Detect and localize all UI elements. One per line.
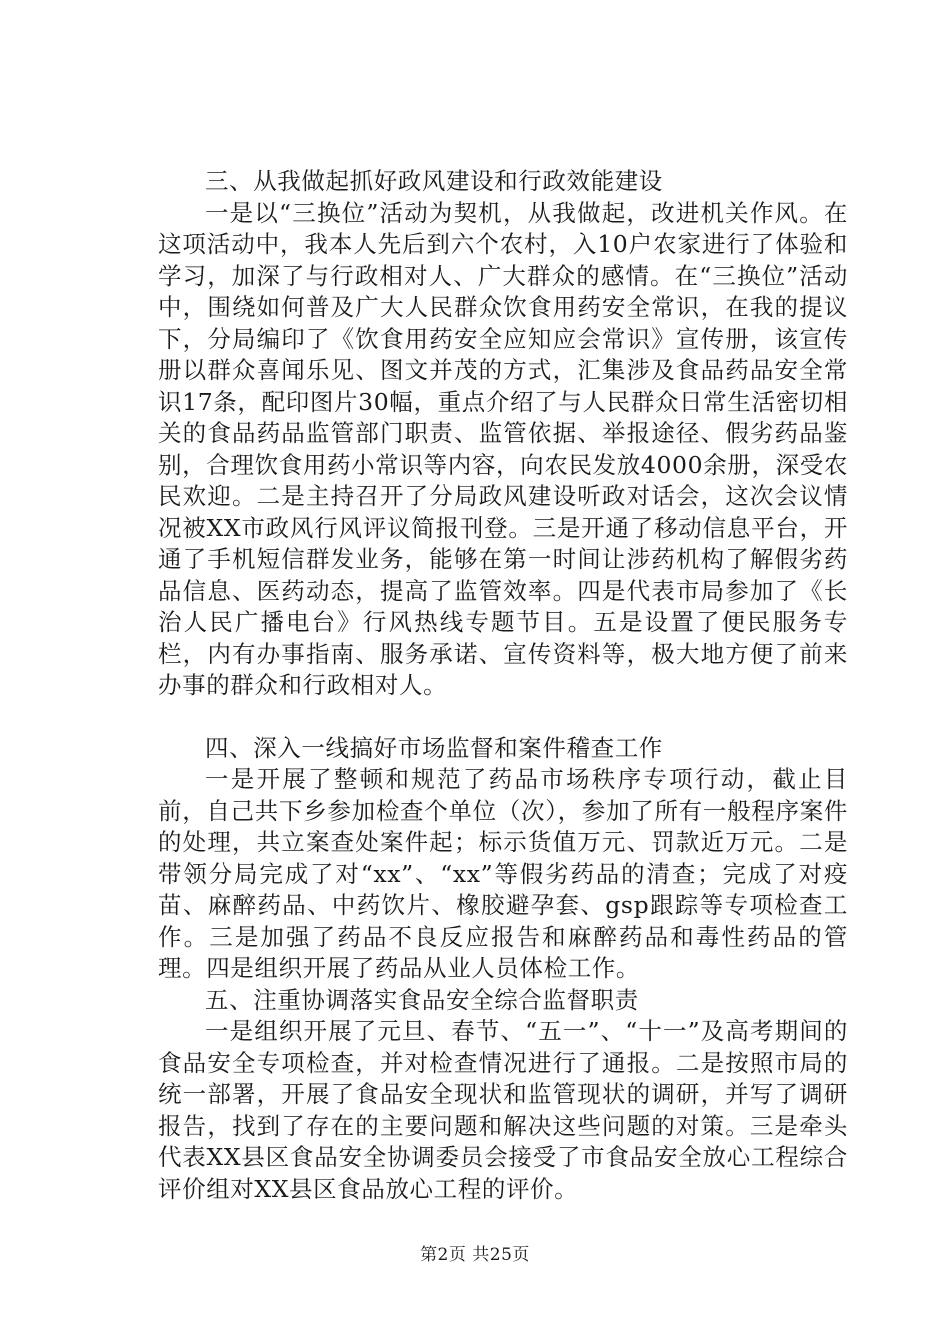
section-paragraph-4: 一是开展了整顿和规范了药品市场秩序专项行动，截止目前，自己共下乡参加检查个单位（次），参加了所有一般程序案件的处理，共立案查处案件起；标示货值万元、罚款近万元。二是带领分局完成了对“xx”、“xx”等假劣药品的清查；完成了对疫苗、麻醉药品、中药饮片、橡胶避孕套、gsp跟踪等专项检查工作。三是加强了药品不良反应报告和麻醉药品和毒性药品的管理。四是组织开展了药品从业人员体检工作。	[158, 765, 848, 982]
section-paragraph-3: 一是以“三换位”活动为契机，从我做起，改进机关作风。在这项活动中，我本人先后到六个农村，入10户农家进行了体验和学习，加深了与行政相对人、广大群众的感情。在“三换位”活动中，围绕如何普及广大人民群众饮食用药安全常识，在我的提议下，分局编印了《饮食用药安全应知应会常识》宣传册，该宣传册以群众喜闻乐见、图文并茂的方式，汇集涉及食品药品安全常识17条，配印图片30幅，重点介绍了与人民群众日常生活密切相关的食品药品监管部门职责、监管依据、举报途径、假劣药品鉴别，合理饮食用药小常识等内容，向农民发放4000余册，深受农民欢迎。二是主持召开了分局政风建设听政对话会，这次会议情况被XX市政风行风评议简报刊登。三是开通了移动信息平台，开通了手机短信群发业务，能够在第一时间让涉药机构了解假劣药品信息、医药动态，提高了监管效率。四是代表市局参加了《长治人民广播电台》行风热线专题节目。五是设置了便民服务专栏，内有办事指南、服务承诺、宣传资料等，极大地方便了前来办事的群众和行政相对人。	[158, 198, 848, 699]
document-body	[158, 166, 848, 1205]
section-paragraph-5: 一是组织开展了元旦、春节、“五一”、“十一”及高考期间的食品安全专项检查，并对检查情况进行了通报。二是按照市局的统一部署，开展了食品安全现状和监管现状的调研，并写了调研报告，找到了存在的主要问题和解决这些问题的对策。三是牵头代表XX县区食品安全协调委员会接受了市食品安全放心工程综合评价组对XX县区食品放心工程的评价。	[158, 1017, 848, 1203]
page-footer: 第2页 共25页	[420, 1245, 530, 1265]
section-spacer	[158, 702, 848, 733]
section-heading-5: 五、注重协调落实食品安全综合监督职责	[205, 985, 639, 1014]
section-heading-3: 三、从我做起抓好政风建设和行政效能建设	[205, 167, 663, 195]
section-heading-4: 四、深入一线搞好市场监督和案件稽查工作	[205, 733, 663, 762]
